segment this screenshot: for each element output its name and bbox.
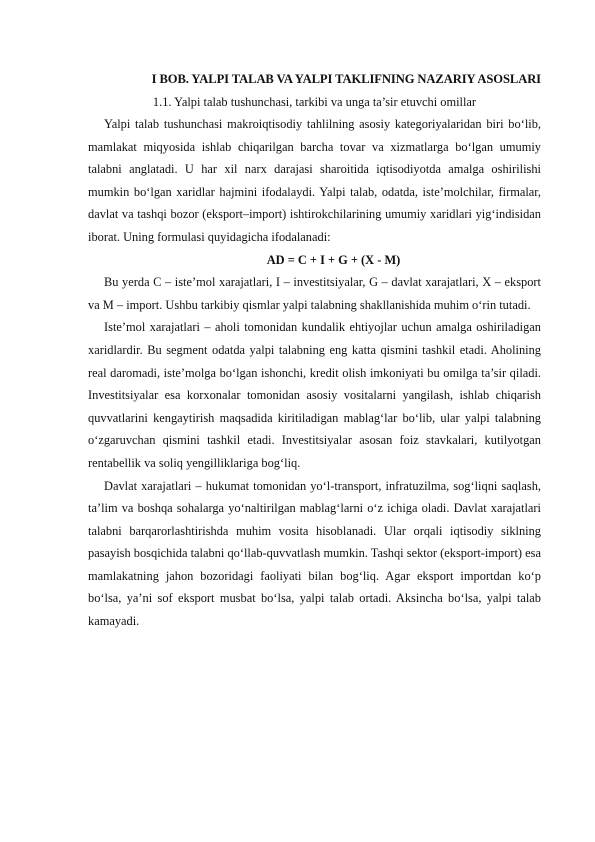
paragraph-consumption-investment: Iste’mol xarajatlari – aholi tomonidan kundalik ehtiyojlar uchun amalga oshiriladigan xaridlardir. Bu segment odatda yalpi talabning eng katta qismini tashkil etadi. Aholining real daromadi, iste’molga bo‘lgan ishonchi, kredit olish imkoniyati bu omilga ta’sir qiladi. Investitsiyalar esa korxonalar tomonidan asosiy vositalarni yangilash, ishlab chiqarish quvvatlarini kengaytirish maqsadida kiritiladigan mablag‘lar bo‘lib, ular yalpi talabning o‘zgaruvchan qismini tashkil etadi. Investitsiyalar asosan foiz stavkalari, kutilyotgan rentabellik va soliq yengilliklariga bog‘liq. xyxy=(88,320,541,470)
document-page xyxy=(88,68,541,633)
paragraph-components: Bu yerda C – iste’mol xarajatlari, I – investitsiyalar, G – davlat xarajatlari, X – eksport va M – import. Ushbu tarkibiy qismlar yalpi talabning shakllanishida muhim o‘rin tutadi. xyxy=(88,275,541,312)
paragraph-intro: Yalpi talab tushunchasi makroiqtisodiy tahlilning asosiy kategoriyalaridan biri bo‘lib, mamlakat miqyosida ishlab chiqarilgan barcha tovar va xizmatlarga bo‘lgan umumiy talabni anglatadi. U har xil narx darajasi sharoitida iqtisodiyotda amalga oshirilishi mumkin bo‘lgan xaridlar hajmini ifodalaydi. Yalpi talab, odatda, iste’molchilar, firmalar, davlat va tashqi bozor (eksport–import) ishtirokchilarining umumiy xaridlari yig‘indisidan iborat. Uning formulasi quyidagicha ifodalanadi: xyxy=(88,117,541,244)
formula: AD = C + I + G + (X - M) xyxy=(266,252,401,267)
paragraph-government-external: Davlat xarajatlari – hukumat tomonidan yo‘l-transport, infratuzilma, sog‘liqni saqlash, ta’lim va boshqa sohalarga yo‘naltirilgan mablag‘larni o‘z ichiga oladi. Davlat xarajatlari talabni barqarorlashtirishda muhim vosita hisoblanadi. Ular orqali iqtisodiy siklning pasayish bosqichida talabni qo‘llab-quvvatlash mumkin. Tashqi sektor (eksport-import) esa mamlakatning jahon bozoridagi faoliyati bilan bog‘liq. Agar eksport importdan ko‘p bo‘lsa, ya’ni sof eksport musbat bo‘lsa, yalpi talab ortadi. Aksincha bo‘lsa, yalpi talab kamayadi. xyxy=(88,478,541,629)
section-title: 1.1. Yalpi talab tushunchasi, tarkibi va unga ta’sir etuvchi omillar xyxy=(152,95,477,109)
chapter-title: I BOB. YALPI TALAB VA YALPI TAKLIFNING NAZARIY ASOSLARI xyxy=(151,72,541,86)
